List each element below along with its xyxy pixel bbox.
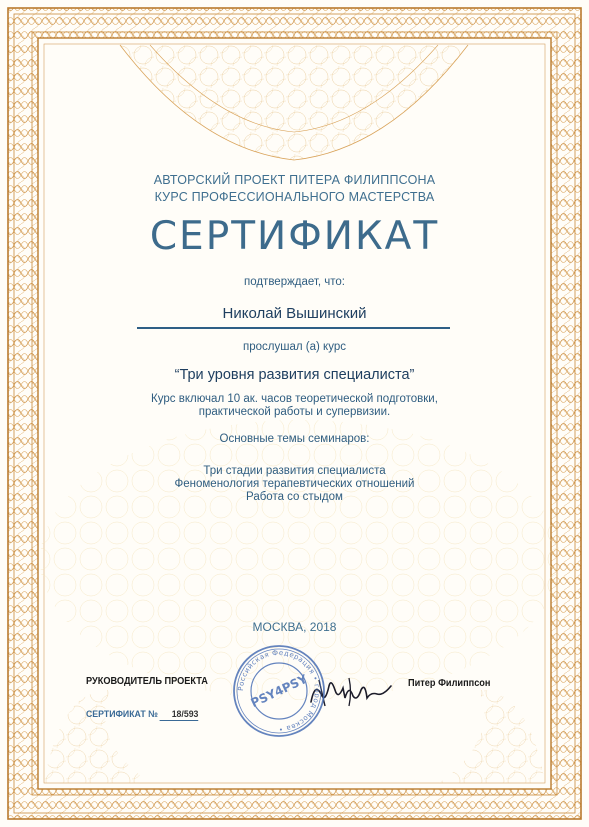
city-year: МОСКВА, 2018 bbox=[252, 620, 337, 634]
completed-text: прослушал (а) курс bbox=[243, 341, 346, 353]
name-underline bbox=[137, 327, 450, 329]
recipient-name: Николай Вышинский bbox=[222, 305, 367, 322]
svg-text:Российская Федерация • город М: Российская Федерация • город Москва • bbox=[236, 648, 322, 734]
certificate-number: 18/593 bbox=[160, 709, 199, 721]
course-name: “Три уровня развития специалиста” bbox=[174, 367, 415, 383]
course-type-line: КУРС ПРОФЕССИОНАЛЬНОГО МАСТЕРСТВА bbox=[154, 190, 435, 204]
topic-item: Работа со стыдом bbox=[246, 491, 343, 503]
course-description-line-1: Курс включал 10 ак. часов теоретической подготовки, bbox=[151, 393, 438, 405]
director-label: РУКОВОДИТЕЛЬ ПРОЕКТА bbox=[86, 676, 208, 687]
course-description-line-2: практической работы и супервизии. bbox=[198, 406, 391, 418]
seal-stamp bbox=[231, 643, 327, 739]
topics-heading: Основные темы семинаров: bbox=[219, 433, 370, 445]
certificate-number-field bbox=[86, 709, 198, 721]
topic-item: Феноменология терапевтических отношений bbox=[174, 478, 415, 490]
certificate-number-label: СЕРТИФИКАТ № bbox=[86, 709, 158, 720]
director-name: Питер Филиппсон bbox=[408, 678, 491, 689]
project-line: АВТОРСКИЙ ПРОЕКТ ПИТЕРА ФИЛИППСОНА bbox=[153, 173, 436, 187]
svg-text:PSY4PSY: PSY4PSY bbox=[248, 671, 310, 711]
topic-item: Три стадии развития специалиста bbox=[203, 465, 386, 477]
confirms-text: подтверждает, что: bbox=[243, 276, 346, 288]
certificate-title: СЕРТИФИКАТ bbox=[149, 214, 440, 259]
